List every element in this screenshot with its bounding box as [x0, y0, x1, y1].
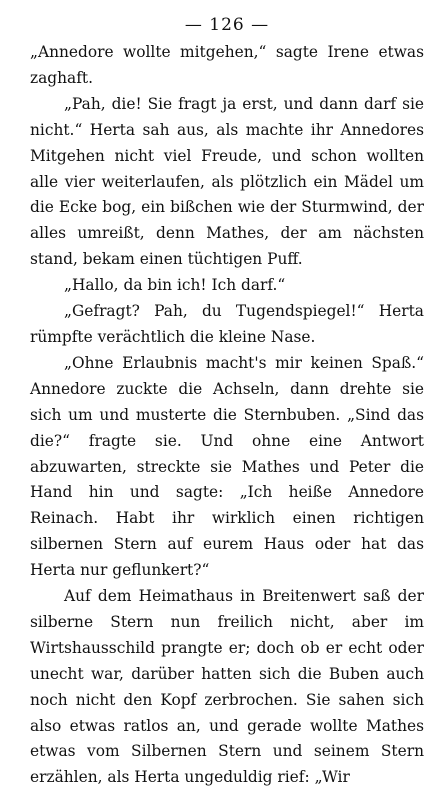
paragraph-5: „Ohne Erlaubnis macht's mir keinen Spaß.“ Annedore zuckte die Achseln, dann drehte sie sich um und musterte die Sternbuben. „Sind das die?“ fragte sie. Und ohne eine Antwort abzuwarten, streckte sie Mathes und Peter die Hand hin und sagte: „Ich heiße Annedore Reinach. Habt ihr wirklich einen richtigen silbernen Stern auf eurem Haus oder hat das Herta nur geflunkert?“	[30, 353, 424, 580]
paragraph-2: „Pah, die! Sie fragt ja erst, und dann darf sie nicht.“ Herta sah aus, als machte ihr Annedores Mitgehen nicht viel Freude, und schon wollten alle vier weiterlaufen, als plötzlich ein Mädel um die Ecke bog, ein bißchen wie der Sturmwind, der alles umreißt, denn Mathes, der am nächsten stand, bekam einen tüchtigen Puff.	[30, 94, 424, 269]
paragraph-3: „Hallo, da bin ich! Ich darf.“	[64, 276, 286, 295]
paragraph-4: „Gefragt? Pah, du Tugendspiegel!“ Herta rümpfte verächtlich die kleine Nase.	[30, 302, 424, 346]
paragraph-6: Auf dem Heimathaus in Breitenwert saß der silberne Stern nun freilich nicht, aber im Wirtshausschild prangte er; doch ob er echt oder unecht war, darüber hatten sich die Buben auch noch nicht den Kopf zerbrochen. Sie sahen sich also etwas ratlos an, und gerade wollte Mathes etwas vom Silbernen Stern und seinem Stern erzählen, als Herta ungeduldig rief: „Wir	[30, 587, 424, 787]
paragraph-1: „Annedore wollte mitgehen,“ sagte Irene etwas zaghaft.	[30, 43, 424, 87]
page-number: — 126 —	[184, 15, 270, 35]
page-body	[30, 40, 424, 791]
